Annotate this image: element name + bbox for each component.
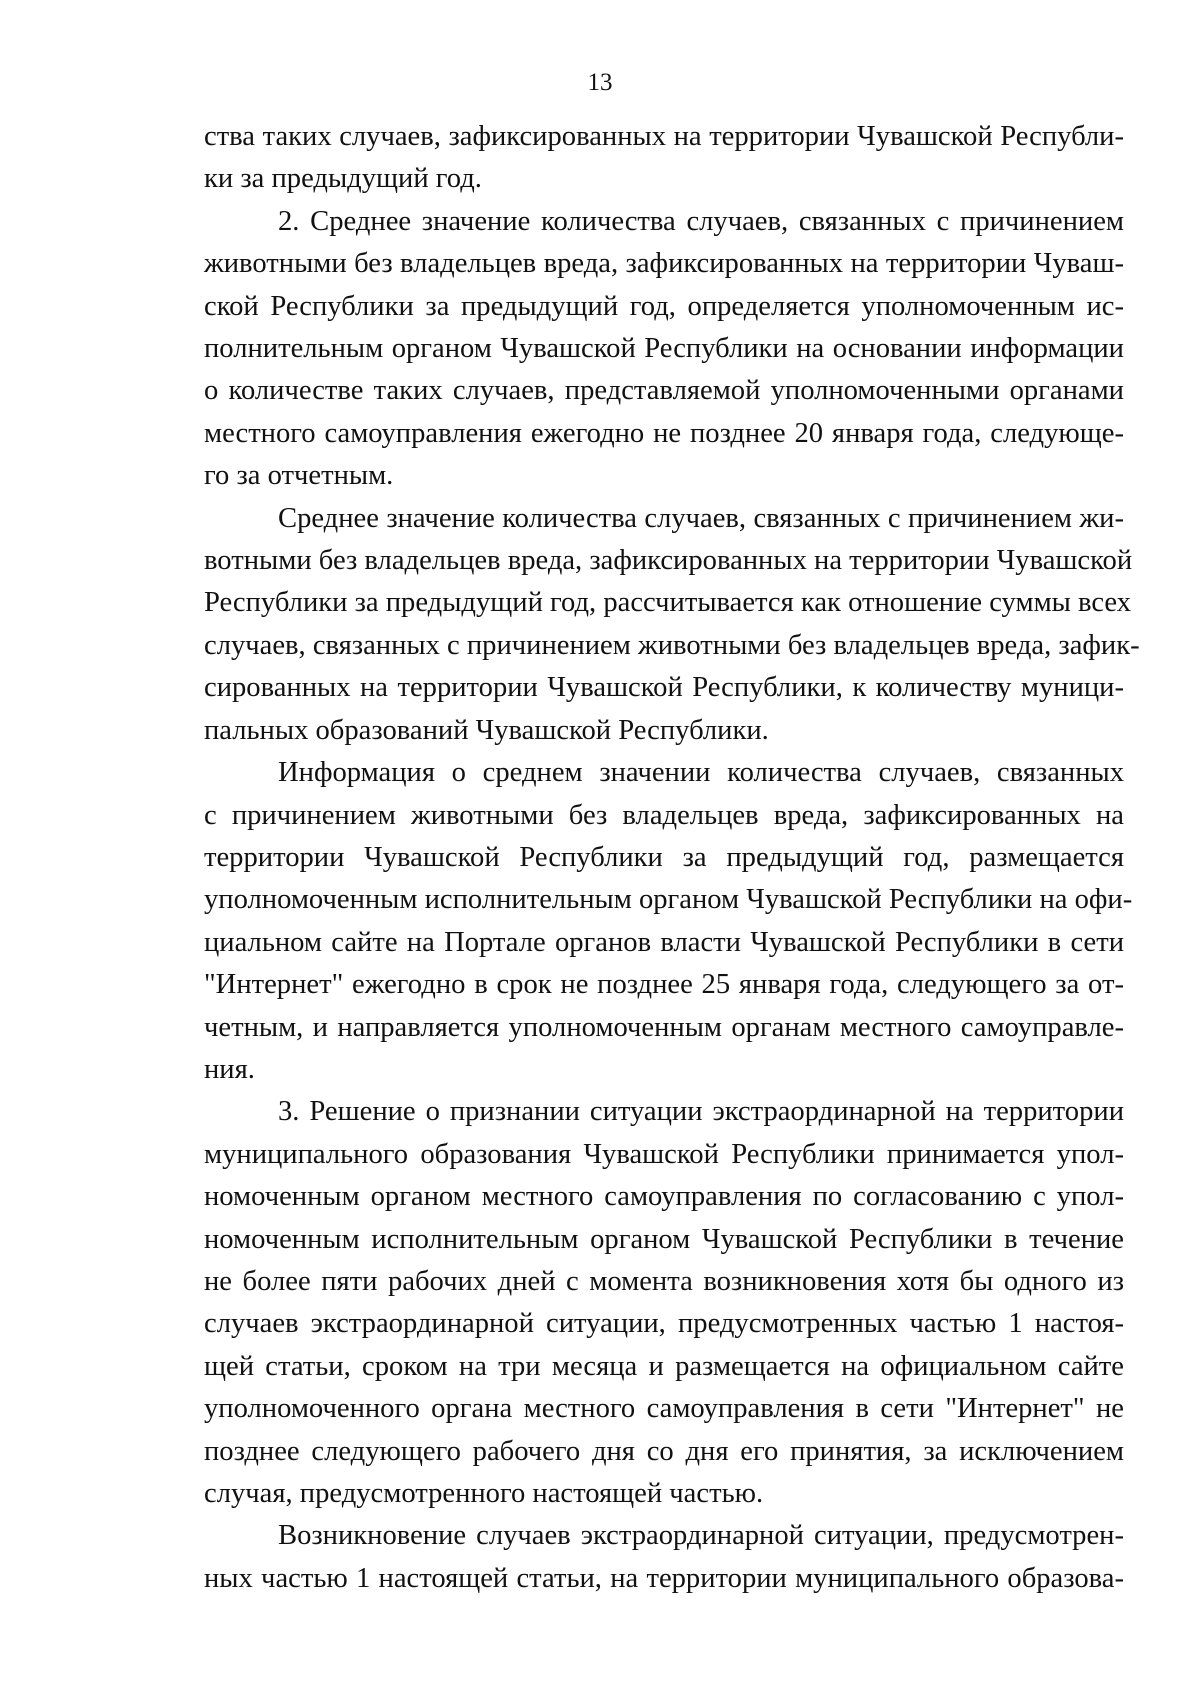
text-line: ных частью 1 настоящей статьи, на территории муниципального образова-: [204, 1562, 1124, 1594]
text-line: Возникновение случаев экстраординарной ситуации, предусмотрен-: [278, 1520, 1124, 1552]
text-line: ния.: [204, 1053, 255, 1085]
text-line: циальном сайте на Портале органов власти Чувашской Республики в сети: [204, 926, 1124, 958]
text-line: случаев, связанных с причинением животными без владельцев вреда, зафик-: [204, 629, 1140, 661]
text-line: 2. Среднее значение количества случаев, связанных с причинением: [278, 205, 1124, 237]
paragraph-information-publication: [204, 752, 1133, 1091]
text-line: номоченным исполнительным органом Чувашской Республики в течение: [204, 1223, 1124, 1255]
text-line: вотными без владельцев вреда, зафиксированных на территории Чувашской: [204, 545, 1133, 577]
text-line: "Интернет" ежегодно в срок не позднее 25 января года, следующего за от-: [204, 969, 1124, 1001]
text-line: с причинением животными без владельцев вреда, зафиксированных на: [204, 799, 1124, 831]
paragraph-average-calculation: [204, 498, 1140, 752]
text-line: Среднее значение количества случаев, связанных с причинением жи-: [278, 502, 1124, 534]
page-number: 13: [587, 69, 613, 96]
text-line: случаев экстраординарной ситуации, предусмотренных частью 1 настоя-: [204, 1308, 1124, 1340]
text-line: ства таких случаев, зафиксированных на территории Чувашской Республи-: [204, 121, 1124, 152]
text-line: Информация о среднем значении количества случаев, связанных: [278, 757, 1124, 789]
text-line: 3. Решение о признании ситуации экстраординарной на территории: [278, 1096, 1124, 1128]
text-line: уполномоченным исполнительным органом Чувашской Республики на офи-: [204, 884, 1133, 916]
text-line: муниципального образования Чувашской Республики принимается упол-: [204, 1138, 1124, 1170]
text-line: ки за предыдущий год.: [204, 163, 482, 195]
text-line: о количестве таких случаев, представляемой уполномоченными органами: [204, 375, 1124, 407]
text-line: уполномоченного органа местного самоуправления в сети "Интернет" не: [204, 1393, 1124, 1425]
text-line: местного самоуправления ежегодно не позднее 20 января года, следующе-: [204, 417, 1124, 449]
paragraph-item-3: [204, 1091, 1124, 1515]
text-line: пальных образований Чувашской Республики.: [204, 714, 769, 746]
text-line: позднее следующего рабочего дня со дня его принятия, за исключением: [204, 1435, 1124, 1467]
text-line: территории Чувашской Республики за предыдущий год, размещается: [204, 841, 1124, 873]
text-line: животными без владельцев вреда, зафиксированных на территории Чуваш-: [204, 248, 1124, 280]
text-line: ской Республики за предыдущий год, определяется уполномоченным ис-: [204, 290, 1124, 322]
text-line: не более пяти рабочих дней с момента возникновения хотя бы одного из: [204, 1265, 1124, 1297]
document-body: [204, 116, 1140, 1600]
text-line: четным, и направляется уполномоченным органам местного самоуправле-: [204, 1011, 1124, 1043]
paragraph-continuation: [204, 116, 1124, 201]
paragraph-item-2: [204, 201, 1124, 498]
text-line: сированных на территории Чувашской Республики, к количеству муници-: [204, 672, 1124, 704]
text-line: полнительным органом Чувашской Республики на основании информации: [204, 333, 1124, 365]
text-line: щей статьи, сроком на три месяца и размещается на официальном сайте: [204, 1350, 1124, 1382]
text-line: случая, предусмотренного настоящей частью.: [204, 1478, 764, 1509]
text-line: номоченным органом местного самоуправления по согласованию с упол-: [204, 1181, 1124, 1213]
paragraph-extraordinary-occurrence: [204, 1515, 1124, 1600]
text-line: Республики за предыдущий год, рассчитывается как отношение суммы всех: [204, 587, 1132, 619]
text-line: го за отчетным.: [204, 460, 394, 492]
